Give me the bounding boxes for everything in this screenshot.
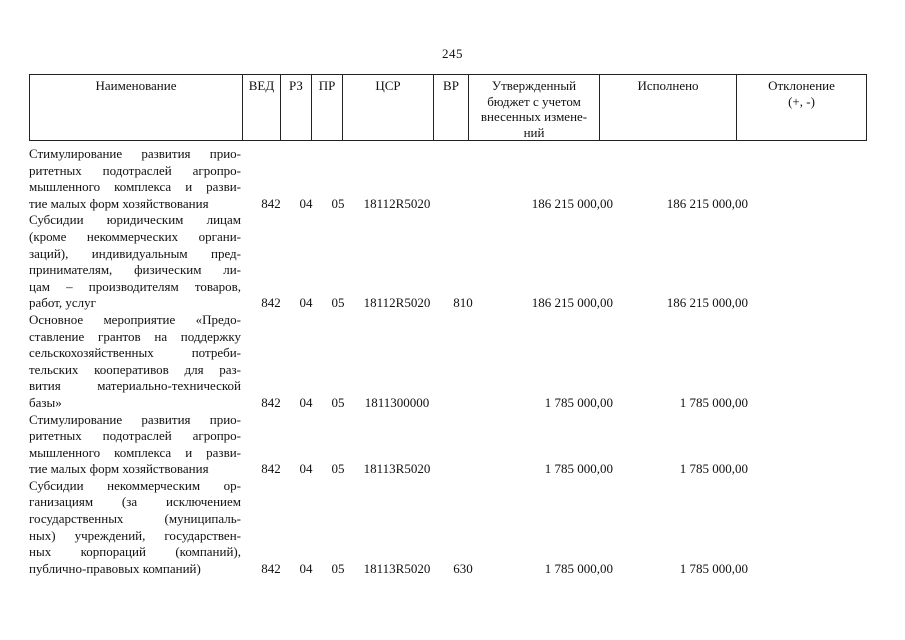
csr-cell: 1811300000 [364,394,430,410]
header-csr [343,75,434,141]
header-line: (+, -) [788,93,815,109]
approved-cell: 186 215 000,00 [531,295,613,311]
table-header [29,74,867,141]
ved-cell: 842 [261,394,281,410]
ved-cell: 842 [261,295,281,311]
done-cell: 186 215 000,00 [666,195,748,211]
vr-cell: 630 [453,560,473,576]
row-name-line: сельскохозяйственных потреби- [29,345,241,361]
row-name [29,478,241,578]
row-name-line: вития материально-технической [29,378,241,394]
table-row [29,312,889,412]
pr-cell: 05 [331,394,345,410]
header-done-text [602,78,734,94]
rz-cell: 04 [299,394,313,410]
done-cell: 1 785 000,00 [679,394,748,410]
row-name-line: работ, услуг [29,295,97,311]
table-row [29,212,889,312]
rz-cell: 04 [299,560,313,576]
table-body [29,146,889,577]
header-line: РЗ [289,78,303,93]
row-name-line: ритетных подотраслей агропро- [29,428,241,444]
row-name-line: ганизациям (за исключением [29,494,241,510]
csr-cell: 18112R5020 [363,295,431,311]
ved-cell: 842 [261,195,281,211]
header-name [30,75,243,141]
approved-cell: 1 785 000,00 [544,461,613,477]
header-line: Утвержденный [491,78,577,93]
table-row [29,412,889,478]
rz-cell: 04 [299,195,313,211]
row-name-line: Субсидии некоммерческим ор- [29,477,241,493]
row-name-line: ритетных подотраслей агропро- [29,162,241,178]
header-line: внесенных измене- [480,109,588,124]
header-vr [434,75,469,141]
header-line: ВЕД [248,78,275,93]
page-number: 245 [442,46,463,61]
row-name-line: Стимулирование развития прио- [29,146,241,161]
header-deviation-text [739,78,864,109]
header-ved-text [245,78,278,94]
header-pr-text [314,78,340,94]
header-csr-text [345,78,431,94]
pr-cell: 05 [331,560,345,576]
header-rz-text [283,78,309,94]
row-name-line: ных) учреждений, государствен- [29,527,241,543]
header-line: ВР [443,78,459,93]
row-name [29,146,241,212]
header-line: Отклонение [768,78,835,93]
table-row [29,478,889,578]
row-name-line: тельских кооперативов для раз- [29,361,241,377]
header-approved [469,75,600,141]
done-cell: 1 785 000,00 [679,461,748,477]
row-name-line: государственных (муниципаль- [29,511,241,527]
header-line: бюджет с учетом [487,93,581,109]
row-name-line: принимателям, физическим ли- [29,262,241,278]
row-name-line: Субсидии юридическим лицам [29,212,241,228]
header-line: ЦСР [375,78,401,93]
rz-cell: 04 [299,295,313,311]
row-name-line: заций), индивидуальным пред- [29,245,241,261]
rz-cell: 04 [299,461,313,477]
pr-cell: 05 [331,295,345,311]
approved-cell: 1 785 000,00 [544,394,613,410]
csr-cell: 18113R5020 [363,461,431,477]
row-name-line: ставление грантов на поддержку [29,328,241,344]
row-name-line: (кроме некоммерческих органи- [29,228,241,244]
header-line: Наименование [95,78,177,93]
header-line: Исполнено [637,78,699,93]
header-pr [312,75,343,141]
approved-cell: 186 215 000,00 [531,195,613,211]
header-line: ний [523,124,545,140]
ved-cell: 842 [261,560,281,576]
header-ved [243,75,281,141]
csr-cell: 18113R5020 [363,560,431,576]
pr-cell: 05 [331,461,345,477]
done-cell: 1 785 000,00 [679,560,748,576]
row-name [29,212,241,312]
approved-cell: 1 785 000,00 [544,560,613,576]
row-name-line: ных корпораций (компаний), [29,544,241,560]
row-name [29,312,241,412]
row-name-line: цам – производителям товаров, [29,278,241,294]
row-name-line: мышленного комплекса и разви- [29,179,241,195]
row-name-line: публично-правовых компаний) [29,560,201,576]
header-deviation [737,75,867,141]
header-line: ПР [318,78,336,93]
header-rz [281,75,312,141]
header-approved-text [471,78,597,140]
row-name-line: Основное мероприятие «Предо- [29,311,241,327]
row-name [29,412,241,478]
row-name-line: Стимулирование развития прио- [29,411,241,427]
ved-cell: 842 [261,461,281,477]
done-cell: 186 215 000,00 [666,295,748,311]
row-name-line: мышленного комплекса и разви- [29,444,241,460]
csr-cell: 18112R5020 [363,195,431,211]
header-name-text [32,78,240,94]
pr-cell: 05 [331,195,345,211]
vr-cell: 810 [453,295,473,311]
header-vr-text [436,78,466,94]
table-row [29,146,889,212]
row-name-line: базы» [29,394,62,410]
row-name-line: тие малых форм хозяйствования [29,461,209,477]
header-done [600,75,737,141]
row-name-line: тие малых форм хозяйствования [29,195,209,211]
